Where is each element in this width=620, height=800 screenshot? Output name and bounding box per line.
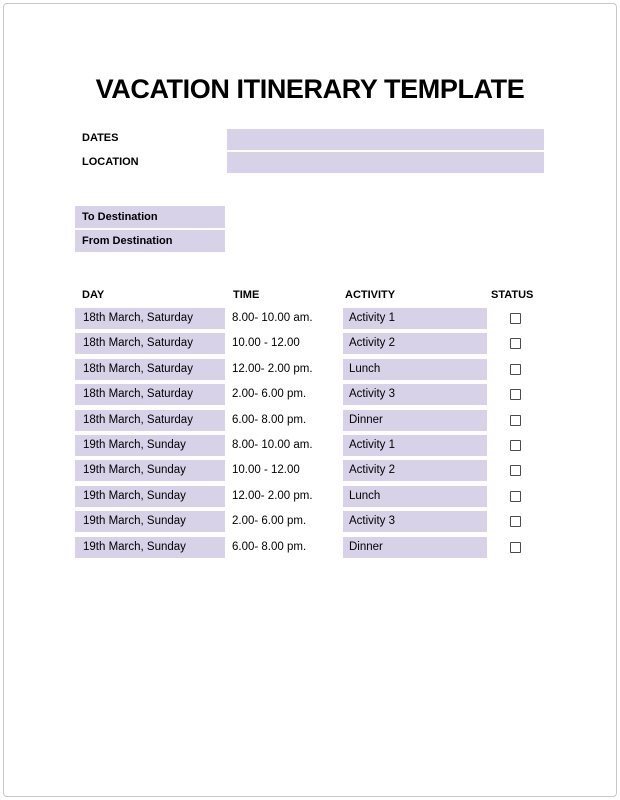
- activity-cell: Activity 3: [343, 384, 487, 405]
- status-checkbox[interactable]: [510, 364, 521, 375]
- activity-cell: Lunch: [343, 359, 487, 380]
- status-checkbox[interactable]: [510, 440, 521, 451]
- time-cell: 6.00- 8.00 pm.: [232, 413, 307, 426]
- status-cell: [508, 333, 528, 354]
- activity-cell: Dinner: [343, 410, 487, 431]
- table-row: [0, 384, 620, 405]
- dates-field[interactable]: [227, 129, 544, 150]
- day-cell: 18th March, Saturday: [75, 384, 225, 405]
- activity-cell: Activity 1: [343, 435, 487, 456]
- status-cell: [508, 460, 528, 481]
- day-cell: 19th March, Sunday: [75, 435, 225, 456]
- status-checkbox[interactable]: [510, 415, 521, 426]
- table-row: [0, 511, 620, 532]
- table-row: [0, 410, 620, 431]
- status-cell: [508, 410, 528, 431]
- activity-cell: Activity 2: [343, 333, 487, 354]
- activity-cell: Activity 2: [343, 460, 487, 481]
- time-cell: 6.00- 8.00 pm.: [232, 540, 307, 553]
- status-checkbox[interactable]: [510, 491, 521, 502]
- status-checkbox[interactable]: [510, 313, 521, 324]
- time-cell: 10.00 - 12.00: [232, 337, 300, 350]
- status-checkbox[interactable]: [510, 516, 521, 527]
- column-header-activity: ACTIVITY: [345, 289, 396, 301]
- location-field[interactable]: [227, 152, 544, 173]
- status-checkbox[interactable]: [510, 542, 521, 553]
- schedule-table-header: [0, 290, 620, 302]
- status-cell: [508, 308, 528, 329]
- dates-label: DATES: [82, 132, 119, 144]
- day-cell: 19th March, Sunday: [75, 460, 225, 481]
- table-row: [0, 308, 620, 329]
- status-cell: [508, 486, 528, 507]
- time-cell: 8.00- 10.00 am.: [232, 438, 313, 451]
- table-row: [0, 537, 620, 558]
- status-checkbox[interactable]: [510, 465, 521, 476]
- day-cell: 18th March, Saturday: [75, 359, 225, 380]
- activity-cell: Activity 1: [343, 308, 487, 329]
- status-checkbox[interactable]: [510, 389, 521, 400]
- status-checkbox[interactable]: [510, 338, 521, 349]
- activity-cell: Lunch: [343, 486, 487, 507]
- time-cell: 12.00- 2.00 pm.: [232, 489, 313, 502]
- day-cell: 19th March, Sunday: [75, 486, 225, 507]
- day-cell: 18th March, Saturday: [75, 410, 225, 431]
- time-cell: 2.00- 6.00 pm.: [232, 515, 307, 528]
- day-cell: 18th March, Saturday: [75, 333, 225, 354]
- day-cell: 19th March, Sunday: [75, 537, 225, 558]
- location-label: LOCATION: [82, 156, 139, 168]
- time-cell: 8.00- 10.00 am.: [232, 312, 313, 324]
- table-row: [0, 486, 620, 507]
- day-cell: 18th March, Saturday: [75, 308, 225, 329]
- activity-cell: Activity 3: [343, 511, 487, 532]
- status-cell: [508, 359, 528, 380]
- from-destination-cell: From Destination: [75, 230, 225, 252]
- column-header-day: DAY: [82, 289, 105, 301]
- time-cell: 10.00 - 12.00: [232, 464, 300, 477]
- schedule-table-body: [0, 308, 620, 558]
- time-cell: 12.00- 2.00 pm.: [232, 362, 313, 375]
- table-row: [0, 435, 620, 456]
- activity-cell: Dinner: [343, 537, 487, 558]
- column-header-status: STATUS: [491, 289, 534, 301]
- table-row: [0, 359, 620, 380]
- table-row: [0, 460, 620, 481]
- status-cell: [508, 435, 528, 456]
- to-destination-cell: To Destination: [75, 206, 225, 228]
- time-cell: 2.00- 6.00 pm.: [232, 388, 307, 401]
- table-row: [0, 333, 620, 354]
- status-cell: [508, 384, 528, 405]
- column-header-time: TIME: [233, 289, 260, 301]
- status-cell: [508, 511, 528, 532]
- day-cell: 19th March, Sunday: [75, 511, 225, 532]
- status-cell: [508, 537, 528, 558]
- page-title: VACATION ITINERARY TEMPLATE: [95, 74, 525, 104]
